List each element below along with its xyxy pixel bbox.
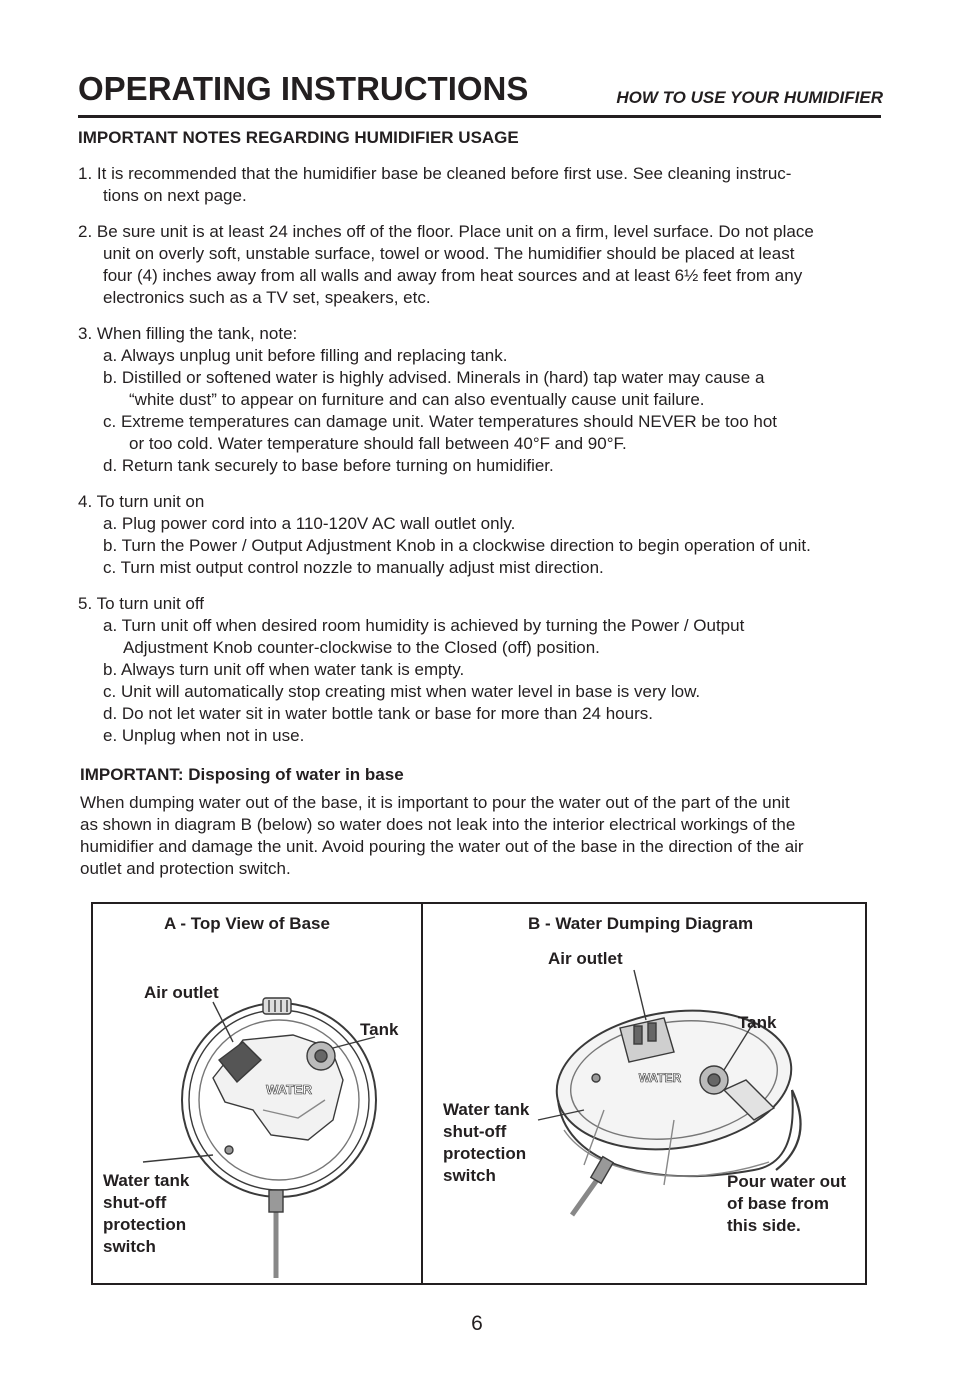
diagram-a-tank-label: Tank	[360, 1020, 399, 1039]
disposing-line3: humidifier and damage the unit. Avoid pouring the water out of the base in the direction of the air	[80, 837, 804, 856]
diagram-a-switch-label-2: shut-off	[103, 1193, 167, 1212]
diagram-a-switch-label-1: Water tank	[103, 1171, 190, 1190]
item3-b-line1: b. Distilled or softened water is highly advised. Minerals in (hard) tap water may cause a	[103, 368, 765, 387]
diagram-b-switch-label-2: shut-off	[443, 1122, 507, 1141]
diagram-b-water-mark: WATER	[638, 1071, 682, 1085]
diagram-a-air-outlet-label: Air outlet	[144, 983, 219, 1002]
item5-e: e. Unplug when not in use.	[103, 726, 305, 745]
item5-d: d. Do not let water sit in water bottle tank or base for more than 24 hours.	[103, 704, 653, 723]
item3-d: d. Return tank securely to base before turning on humidifier.	[103, 456, 554, 475]
item2-line4: electronics such as a TV set, speakers, etc.	[103, 288, 431, 307]
diagram-a-switch-label-4: switch	[103, 1237, 156, 1256]
item2-line3: four (4) inches away from all walls and away from heat sources and at least 6½ feet from any	[103, 266, 803, 285]
header-rule	[78, 115, 881, 118]
diagram-b-switch-label-1: Water tank	[443, 1100, 530, 1119]
disposing-line4: outlet and protection switch.	[80, 859, 291, 878]
page-title: OPERATING INSTRUCTIONS	[78, 70, 529, 107]
diagram-a-water-mark: WATER	[266, 1082, 312, 1097]
diagram-b-switch-label-3: protection	[443, 1144, 527, 1163]
notes-heading: IMPORTANT NOTES REGARDING HUMIDIFIER USAGE	[78, 128, 519, 147]
item4-b: b. Turn the Power / Output Adjustment Knob in a clockwise direction to begin operation of unit.	[103, 536, 811, 555]
diagram-b-air-outlet-label: Air outlet	[548, 949, 623, 968]
diagram-b-pour-label-1: Pour water out	[727, 1172, 847, 1191]
diagram-b-pour-label-2: of base from	[727, 1194, 830, 1213]
page-subtitle: HOW TO USE YOUR HUMIDIFIER	[616, 88, 883, 107]
disposing-heading: IMPORTANT: Disposing of water in base	[80, 765, 404, 784]
item1-line2: tions on next page.	[103, 186, 247, 205]
item2-line2: unit on overly soft, unstable surface, towel or wood. The humidifier should be placed at least	[103, 244, 795, 263]
item3-intro: 3. When filling the tank, note:	[78, 324, 298, 343]
item4-a: a. Plug power cord into a 110-120V AC wall outlet only.	[103, 514, 516, 533]
item3-a: a. Always unplug unit before filling and replacing tank.	[103, 346, 508, 365]
item5-c: c. Unit will automatically stop creating mist when water level in base is very low.	[103, 682, 701, 701]
item4-c: c. Turn mist output control nozzle to manually adjust mist direction.	[103, 558, 604, 577]
item3-c-line2: or too cold. Water temperature should fall between 40°F and 90°F.	[129, 434, 627, 453]
diagram-b-title: B - Water Dumping Diagram	[528, 914, 754, 933]
diagram-divider	[421, 902, 423, 1285]
diagram-a-title: A - Top View of Base	[164, 914, 330, 933]
page-number: 6	[471, 1312, 483, 1335]
item5-intro: 5. To turn unit off	[78, 594, 205, 613]
item4-intro: 4. To turn unit on	[78, 492, 205, 511]
diagram-a-switch-label-3: protection	[103, 1215, 187, 1234]
diagram-b-pour-label-3: this side.	[727, 1216, 801, 1235]
diagram-b-switch-label-4: switch	[443, 1166, 496, 1185]
item5-a-line2: Adjustment Knob counter-clockwise to the Closed (off) position.	[123, 638, 600, 657]
item5-a-line1: a. Turn unit off when desired room humidity is achieved by turning the Power / Output	[103, 616, 745, 635]
item2-line1: 2. Be sure unit is at least 24 inches off of the floor. Place unit on a firm, level surface. Do not place	[78, 222, 814, 241]
disposing-line2: as shown in diagram B (below) so water does not leak into the interior electrical workings of the	[80, 815, 796, 834]
disposing-line1: When dumping water out of the base, it is important to pour the water out of the part of the unit	[80, 793, 790, 812]
item5-b: b. Always turn unit off when water tank is empty.	[103, 660, 465, 679]
item3-c-line1: c. Extreme temperatures can damage unit. Water temperatures should NEVER be too hot	[103, 412, 778, 431]
item3-b-line2: “white dust” to appear on furniture and can also eventually cause unit failure.	[129, 390, 705, 409]
diagram-b-tank-label: Tank	[738, 1013, 777, 1032]
item1-line1: 1. It is recommended that the humidifier base be cleaned before first use. See cleaning instruc-	[78, 164, 792, 183]
